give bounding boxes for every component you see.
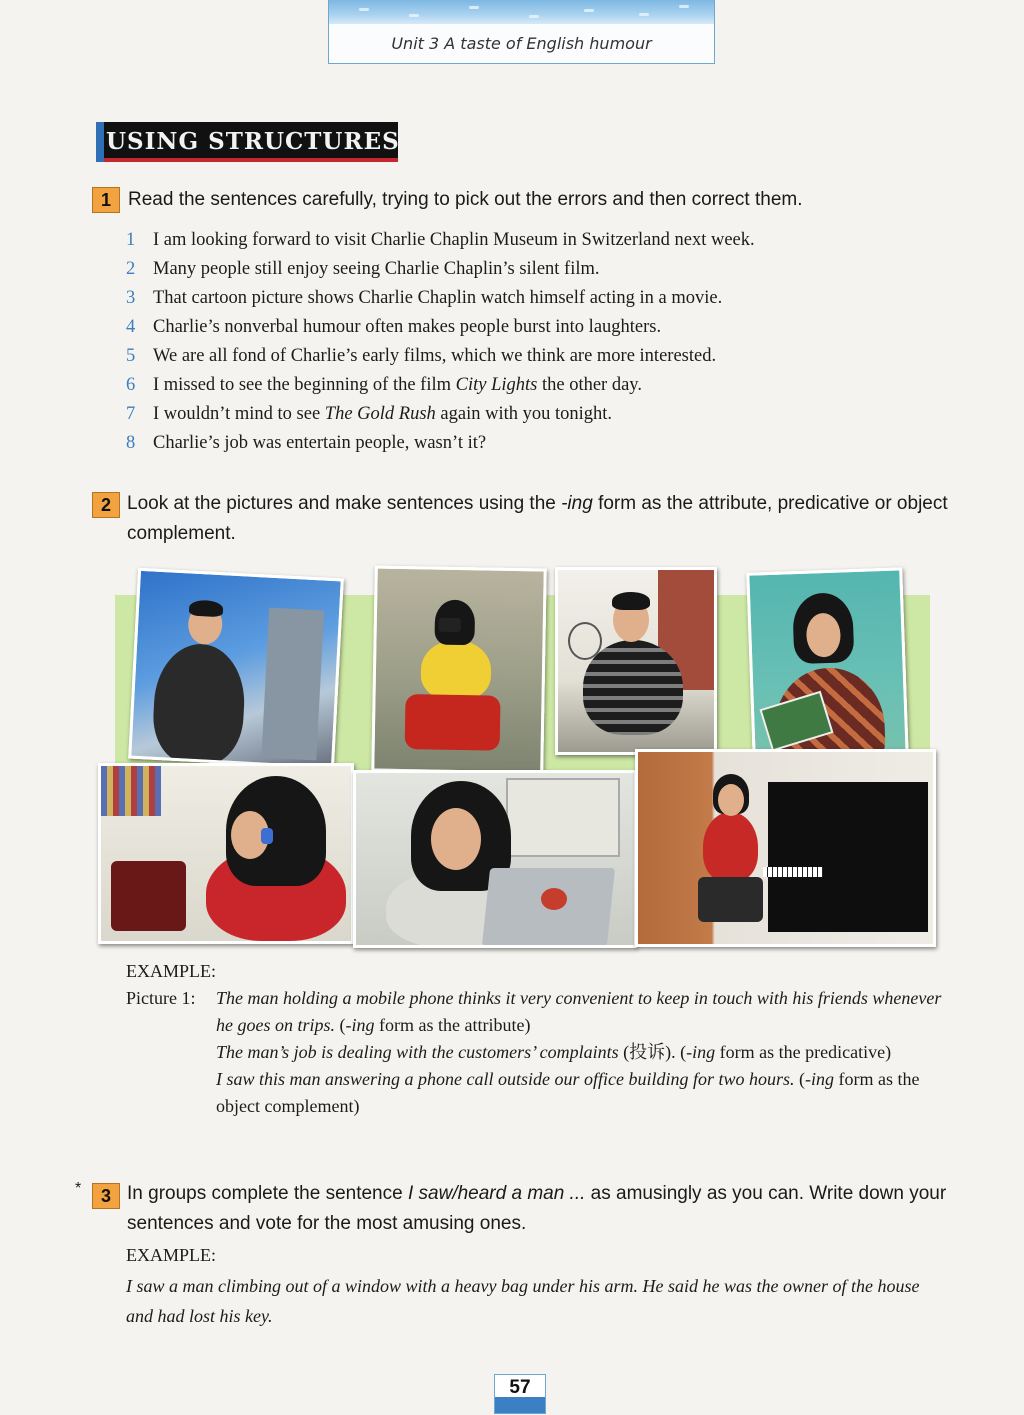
item-text: again with you tonight. xyxy=(435,404,613,424)
item-text: That cartoon picture shows Charlie Chaplin watch himself acting in a movie. xyxy=(153,288,723,308)
item-number: 3 xyxy=(126,288,136,308)
picture-5-girl-with-headphones xyxy=(98,763,354,944)
exercise-1-item xyxy=(126,255,755,284)
exercise-1-item xyxy=(126,429,755,458)
item-text: I am looking forward to visit Charlie Chaplin Museum in Switzerland next week. xyxy=(153,230,755,250)
item-text: Charlie’s job was entertain people, wasn’t it? xyxy=(153,433,487,453)
banner-stripe xyxy=(96,122,104,162)
exercise-2-badge: 2 xyxy=(92,492,120,518)
item-text: I wouldn’t mind to see xyxy=(153,404,325,424)
exercise-2-example-label: EXAMPLE: xyxy=(126,961,216,981)
exercise-1-item xyxy=(126,342,755,371)
item-number: 6 xyxy=(126,375,136,395)
exercise-1-item xyxy=(126,226,755,255)
exercise-1-list xyxy=(126,226,755,458)
section-banner xyxy=(104,122,398,162)
exercise-3-example-label: EXAMPLE: xyxy=(126,1245,216,1265)
item-text: We are all fond of Charlie’s early films, which we think are more interested. xyxy=(153,346,717,366)
exercise-3-example-text: I saw a man climbing out of a window with a heavy bag under his arm. He said he was the owner of the house and had lost his key. xyxy=(126,1276,920,1326)
exercise-2-instruction: Look at the pictures and make sentences using the -ing form as the attribute, predicative or object complement. xyxy=(127,493,948,544)
example-sentence-predicative: The man’s job is dealing with the customers’ complaints (投诉). (-ing form as the predicative) xyxy=(216,1042,892,1062)
exercise-1-item xyxy=(126,313,755,342)
exercise-1-item xyxy=(126,284,755,313)
film-title: City Lights xyxy=(455,375,538,395)
example-sentence-object-complement: I saw this man answering a phone call outside our office building for two hours. (-ing form as the object complement) xyxy=(216,1069,920,1116)
picture-1-label: Picture 1: xyxy=(126,988,196,1008)
exercise-1-instruction: Read the sentences carefully, trying to pick out the errors and then correct them. xyxy=(128,189,803,210)
exercise-3-badge: 3 xyxy=(92,1183,120,1209)
picture-3-man-with-racket xyxy=(555,567,717,755)
item-number: 8 xyxy=(126,433,136,453)
item-number: 7 xyxy=(126,404,136,424)
unit-title: Unit 3 A taste of English humour xyxy=(391,34,652,53)
water-decoration xyxy=(329,0,714,24)
item-number: 4 xyxy=(126,317,136,337)
exercise-1-badge: 1 xyxy=(92,187,120,213)
optional-star: * xyxy=(75,1180,82,1197)
item-number: 5 xyxy=(126,346,136,366)
section-title: USING STRUCTURES xyxy=(106,128,400,155)
item-text: the other day. xyxy=(537,375,642,395)
photo-collage xyxy=(95,565,940,950)
picture-2-girl-with-camera xyxy=(371,566,547,775)
picture-7-girl-playing-piano xyxy=(635,749,936,947)
exercise-1-item xyxy=(126,371,755,400)
example-sentence-attribute: The man holding a mobile phone thinks it very convenient to keep in touch with his friends whenever he goes on trips. (-ing form as the attribute) xyxy=(216,988,942,1035)
item-number: 2 xyxy=(126,259,136,279)
page-number: 57 xyxy=(494,1374,546,1414)
item-text: I missed to see the beginning of the film xyxy=(153,375,456,395)
exercise-1-item xyxy=(126,400,755,429)
picture-1-example-sentences xyxy=(216,985,946,1120)
exercise-3-instruction: In groups complete the sentence I saw/heard a man ... as amusingly as you can. Write down your sentences and vote for the most amusing ones. xyxy=(127,1183,947,1234)
picture-1-man-on-phone xyxy=(128,568,344,770)
unit-header-tab xyxy=(328,0,715,64)
item-text: Many people still enjoy seeing Charlie Chaplin’s silent film. xyxy=(153,259,600,279)
item-text: Charlie’s nonverbal humour often makes people burst into laughters. xyxy=(153,317,662,337)
picture-6-girl-with-laptop xyxy=(353,770,637,948)
item-number: 1 xyxy=(126,230,136,250)
film-title: The Gold Rush xyxy=(324,404,436,424)
